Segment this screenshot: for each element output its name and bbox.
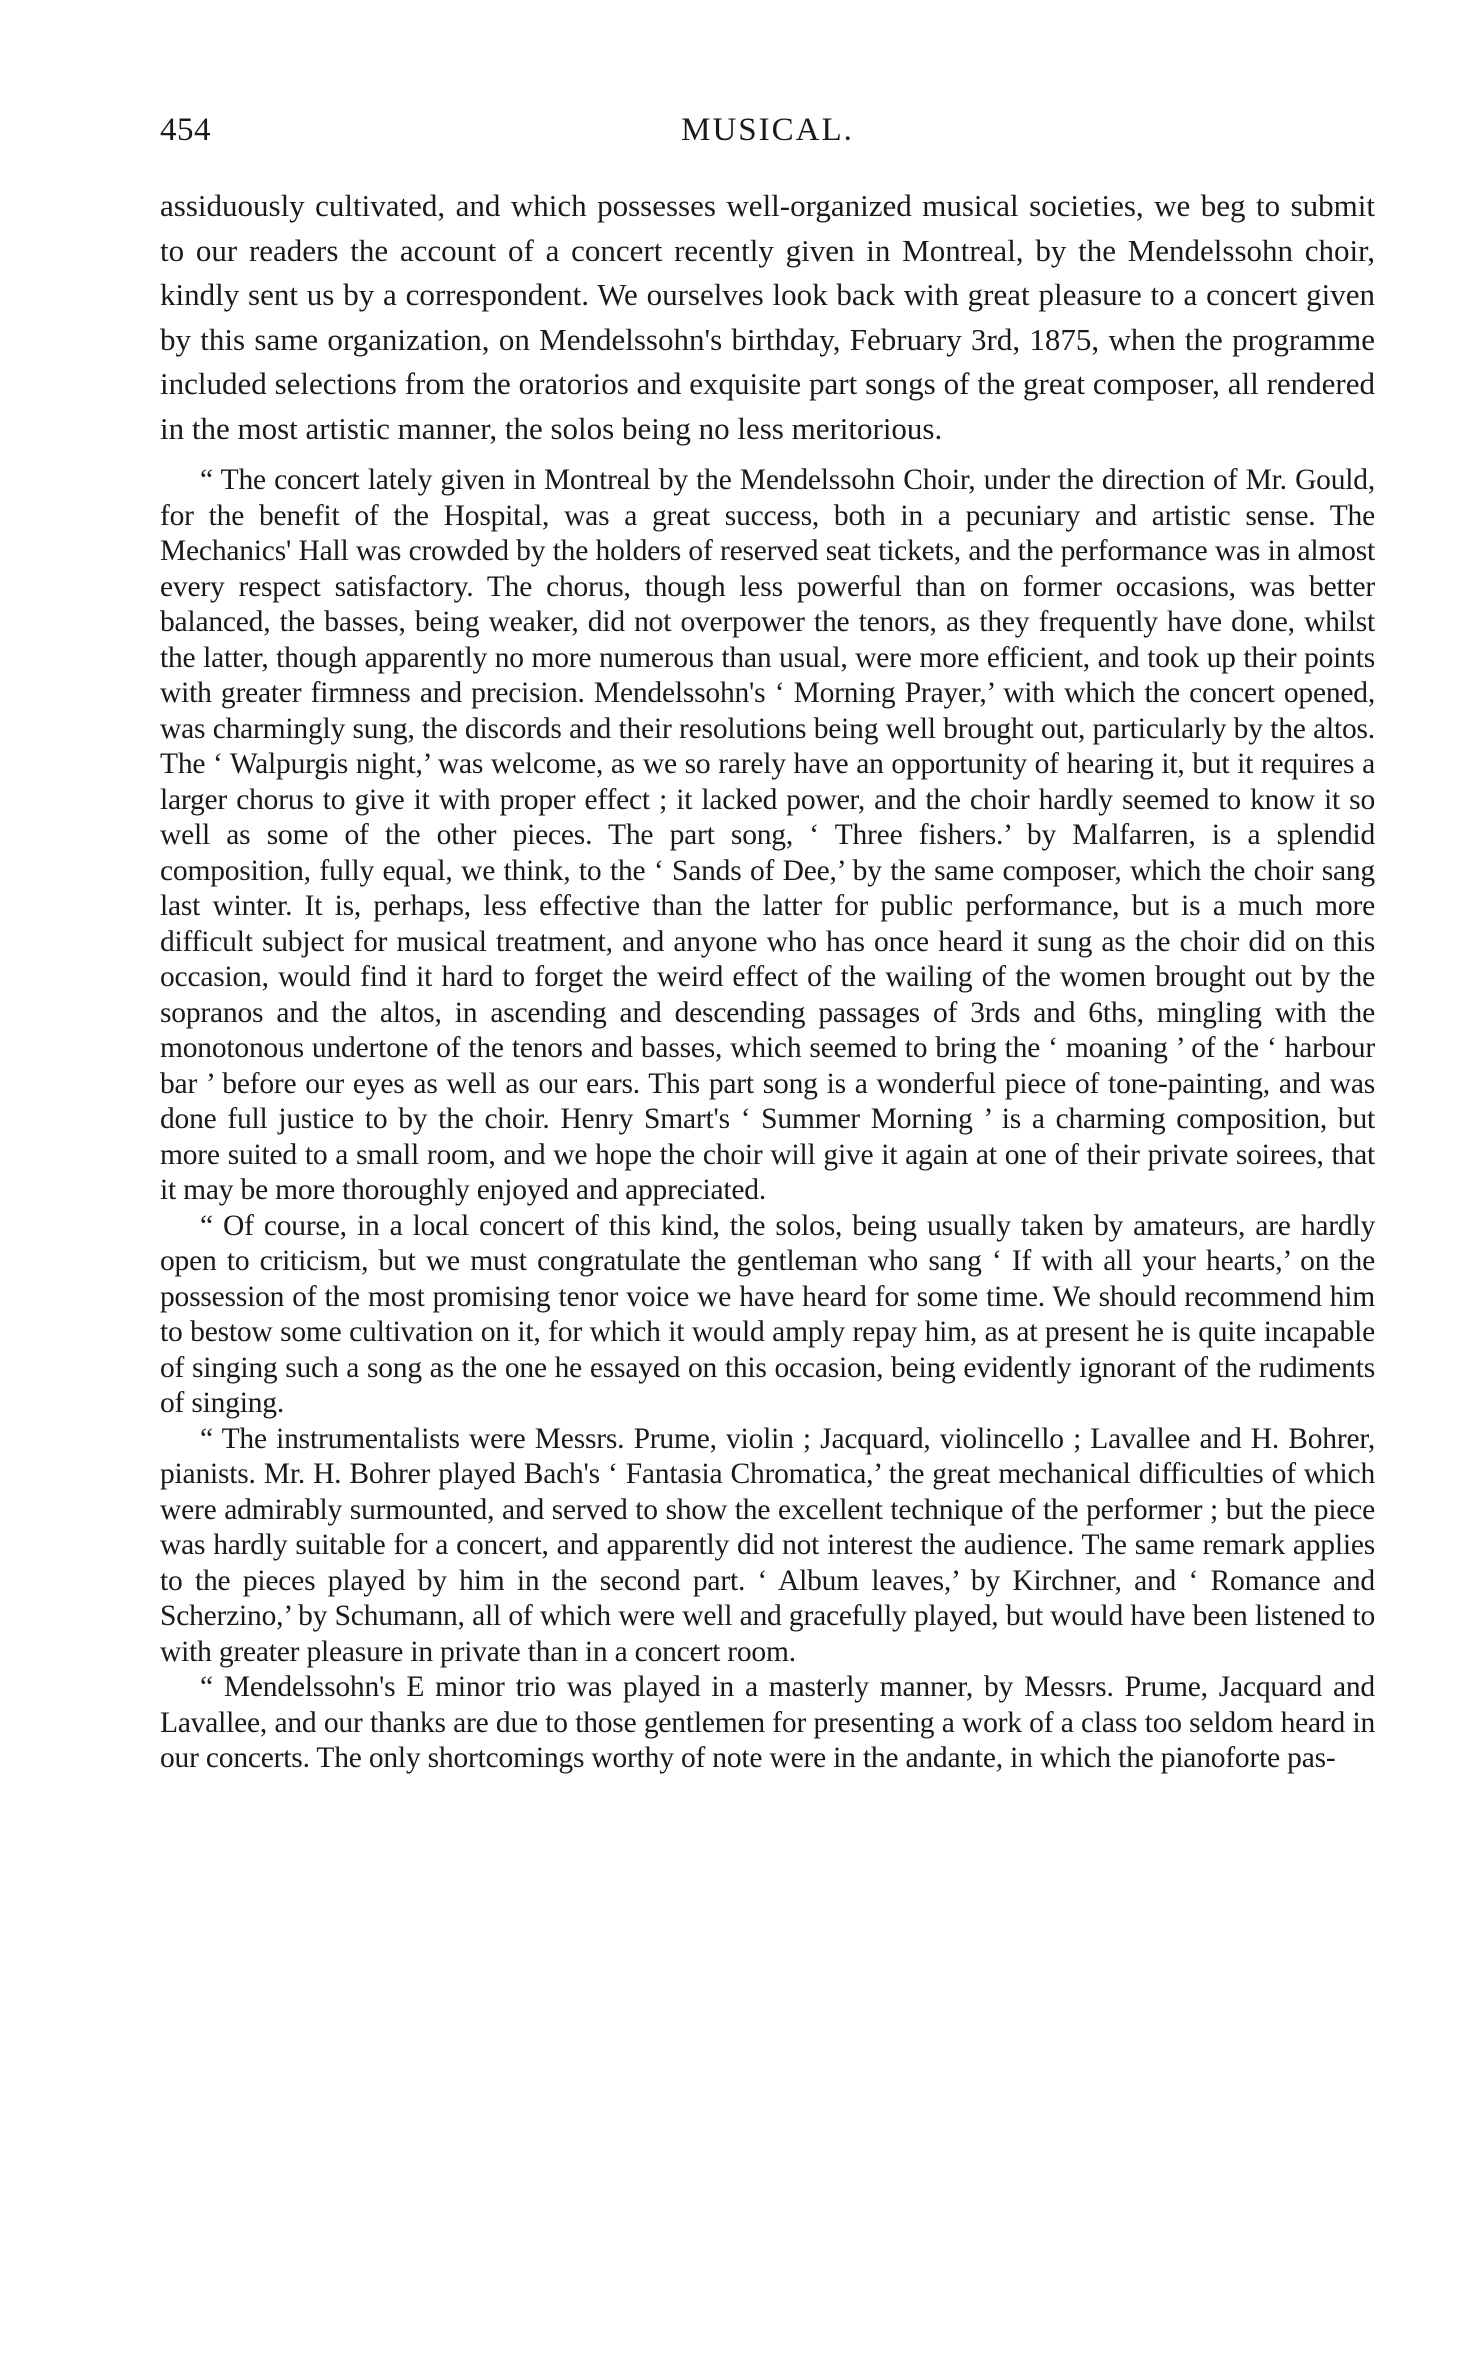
report-paragraph-concert: “ The concert lately given in Montreal by the Mendelssohn Choir, under the direction of Mr. Gould, for the benefit of the Hospital, was a great success, both in a pecuniary and artistic sense. The Mechanics' Hall was crowded by the holders of reserved seat tickets, and the performance was in almost every respect satisfactory. The chorus, though less powerful than on former occasions, was better balanced, the basses, being weaker, did not overpower the tenors, as they frequently have done, whilst the latter, though apparently no more numerous than usual, were more efficient, and took up their points with greater firmness and precision. Mendelssohn's ‘ Morning Prayer,’ with which the concert opened, was charmingly sung, the discords and their resolutions being well brought out, particularly by the altos. The ‘ Walpurgis night,’ was welcome, as we so rarely have an opportunity of hearing it, but it requires a larger chorus to give it with proper effect ; it lacked power, and the choir hardly seemed to know it so well as some of the other pieces. The part song, ‘ Three fishers.’ by Malfarren, is a splendid composition, fully equal, we think, to the ‘ Sands of Dee,’ by the same composer, which the choir sang last winter. It is, perhaps, less effective than the latter for public performance, but is a much more difficult subject for musical treatment, and anyone who has once heard it sung as the choir did on this occasion, would find it hard to forget the weird effect of the wailing of the women brought out by the sopranos and the altos, in ascending and descending passages of 3rds and 6ths, mingling with the monotonous undertone of the tenors and basses, which seemed to bring the ‘ moaning ’ of the ‘ harbour bar ’ before our eyes as well as our ears. This part song is a wonderful piece of tone-painting, and was done full justice to by the choir. Henry Smart's ‘ Summer Morning ’ is a charming composition, but more suited to a small room, and we hope the choir will give it again at one of their private soirees, that it may be more thoroughly enjoyed and appreciated. (160, 464, 1375, 1206)
report-paragraph-trio: “ Mendelssohn's E minor trio was played in a masterly manner, by Messrs. Prume, Jacquard and Lavallee, and our thanks are due to those gentlemen for presenting a work of a class too seldom heard in our concerts. The only shortcomings worthy of note were in the andante, in which the pianoforte pas- (160, 1671, 1375, 1774)
page-number: 454 (160, 112, 211, 148)
report-paragraph-solos: “ Of course, in a local concert of this kind, the solos, being usually taken by amateurs, are hardly open to criticism, but we must congratulate the gentleman who sang ‘ If with all your hearts,’ on the possession of the most promising tenor voice we have heard for some time. We should recommend him to bestow some cultivation on it, for which it would amply repay him, as at present he is quite incapable of singing such a song as the one he essayed on this occasion, being evidently ignorant of the rudiments of singing. (160, 1209, 1375, 1419)
running-head (160, 112, 1375, 164)
page (160, 112, 1375, 1777)
quoted-report (160, 463, 1375, 1777)
section-title: MUSICAL. (681, 112, 854, 148)
report-paragraph-instrumentalists: “ The instrumentalists were Messrs. Prume, violin ; Jacquard, violincello ; Lavallee and H. Bohrer, pianists. Mr. H. Bohrer played Bach's ‘ Fantasia Chromatica,’ the great mechanical difficulties of which were admirably surmounted, and served to show the excellent technique of the performer ; but the piece was hardly suitable for a concert, and apparently did not interest the audience. The same remark applies to the pieces played by him in the second part. ‘ Album leaves,’ by Kirchner, and ‘ Romance and Scherzino,’ by Schumann, all of which were well and gracefully played, but would have been listened to with greater pleasure in private than in a concert room. (160, 1422, 1375, 1668)
intro-paragraph: assiduously cultivated, and which possesses well-organized musical societies, we beg to submit to our readers the account of a concert recently given in Montreal, by the Mendelssohn choir, kindly sent us by a correspondent. We ourselves look back with great pleasure to a concert given by this same organization, on Mendelssohn's birthday, February 3rd, 1875, when the programme included selections from the oratorios and exquisite part songs of the great composer, all rendered in the most artistic manner, the solos being no less meritorious. (160, 188, 1375, 446)
intro-section (160, 184, 1375, 451)
